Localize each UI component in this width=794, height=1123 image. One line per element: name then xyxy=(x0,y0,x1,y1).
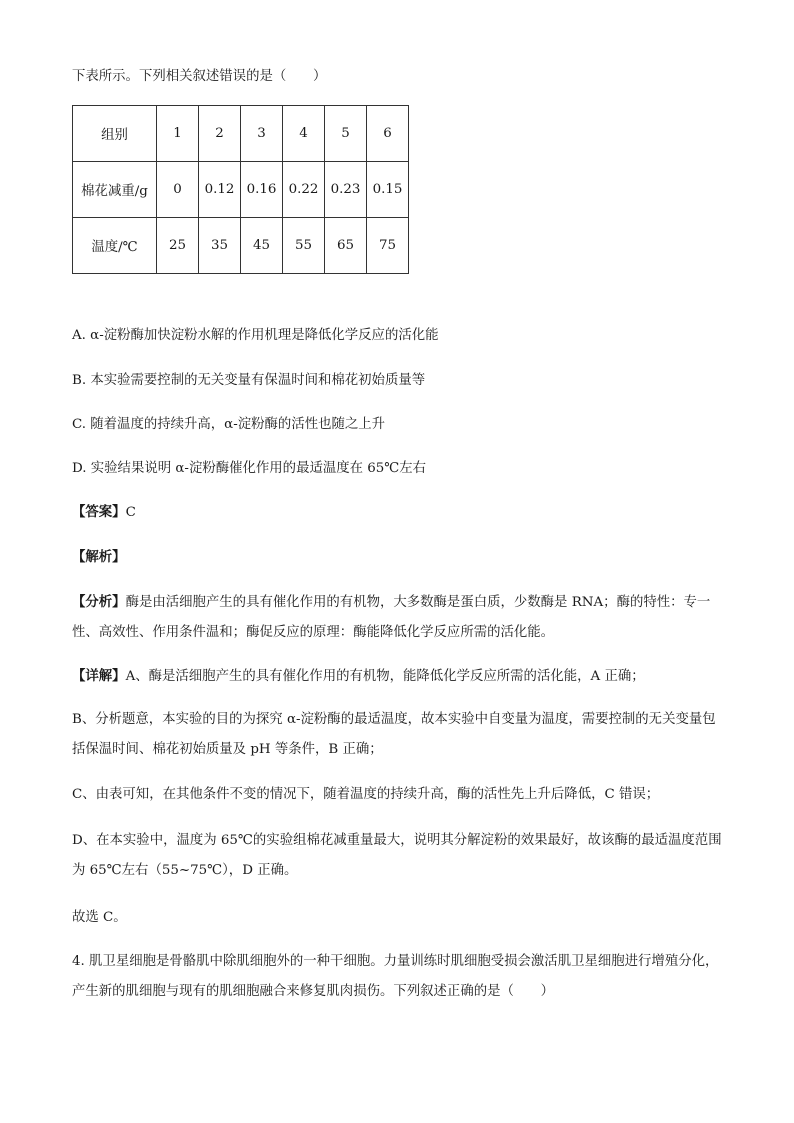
analysis-heading: 【解析】 xyxy=(72,549,126,565)
detail-text-d: D、在本实验中，温度为 65℃的实验组棉花减重量最大，说明其分解淀粉的效果最好，故该酶的最适温度范围为 65℃左右（55~75℃），D 正确。 xyxy=(72,833,722,878)
detail-text-b: B、分析题意，本实验的目的为探究 α-淀粉酶的最适温度，故本实验中自变量为温度，需要控制的无关变量包括保温时间、棉花初始质量及 pH 等条件，B 正确； xyxy=(72,712,716,757)
detail-text-a: A、酶是活细胞产生的具有催化作用的有机物，能降低化学反应所需的活化能，A 正确； xyxy=(125,669,645,684)
detail-text-c: C、由表可知，在其他条件不变的情况下，随着温度的持续升高，酶的活性先上升后降低，C 错误； xyxy=(72,787,660,802)
option-b: B. 本实验需要控制的无关变量有保温时间和棉花初始质量等 xyxy=(72,373,426,388)
table-cell: 1 xyxy=(157,106,199,162)
table-cell: 3 xyxy=(241,106,283,162)
table-cell: 0.12 xyxy=(199,162,241,218)
table-cell: 35 xyxy=(199,218,241,274)
row-header: 温度/℃ xyxy=(73,218,157,274)
table-cell: 65 xyxy=(325,218,367,274)
table-row xyxy=(73,218,409,274)
question-stem: 下表所示。下列相关叙述错误的是（ ） xyxy=(72,69,327,84)
table-row xyxy=(73,106,409,162)
table-cell: 75 xyxy=(367,218,409,274)
option-d: D. 实验结果说明 α-淀粉酶催化作用的最适温度在 65℃左右 xyxy=(72,461,427,476)
answer-value: C xyxy=(125,505,136,520)
table-cell: 25 xyxy=(157,218,199,274)
answer-line xyxy=(72,501,136,520)
table-cell: 45 xyxy=(241,218,283,274)
next-question: 4. 肌卫星细胞是骨骼肌中除肌细胞外的一种干细胞。力量训练时肌细胞受损会激活肌卫星细胞进行增殖分化，产生新的肌细胞与现有的肌细胞融合来修复肌肉损伤。下列叙述正确的是（ ） xyxy=(72,954,719,999)
table-cell: 0.23 xyxy=(325,162,367,218)
table-cell: 0 xyxy=(157,162,199,218)
detail-label: 【详解】 xyxy=(72,668,126,684)
analysis-text: 酶是由活细胞产生的具有催化作用的有机物，大多数酶是蛋白质，少数酶是 RNA；酶的特性：专一性、高效性、作用条件温和；酶促反应的原理：酶能降低化学反应所需的活化能。 xyxy=(72,595,711,640)
table-cell: 0.15 xyxy=(367,162,409,218)
analysis-paragraph xyxy=(72,587,722,648)
table-cell: 5 xyxy=(325,106,367,162)
table-cell: 6 xyxy=(367,106,409,162)
table-cell: 0.22 xyxy=(283,162,325,218)
table-cell: 0.16 xyxy=(241,162,283,218)
conclusion: 故选 C。 xyxy=(72,910,127,925)
table-cell: 2 xyxy=(199,106,241,162)
option-c: C. 随着温度的持续升高，α-淀粉酶的活性也随之上升 xyxy=(72,417,386,432)
detail-paragraph xyxy=(72,661,722,692)
table-cell: 4 xyxy=(283,106,325,162)
table-cell: 55 xyxy=(283,218,325,274)
data-table xyxy=(72,105,409,274)
table-row xyxy=(73,162,409,218)
answer-label: 【答案】 xyxy=(72,504,126,520)
row-header: 棉花减重/g xyxy=(73,162,157,218)
row-header: 组别 xyxy=(73,106,157,162)
analysis-label: 【分析】 xyxy=(72,594,126,610)
option-a: A. α-淀粉酶加快淀粉水解的作用机理是降低化学反应的活化能 xyxy=(72,328,439,343)
